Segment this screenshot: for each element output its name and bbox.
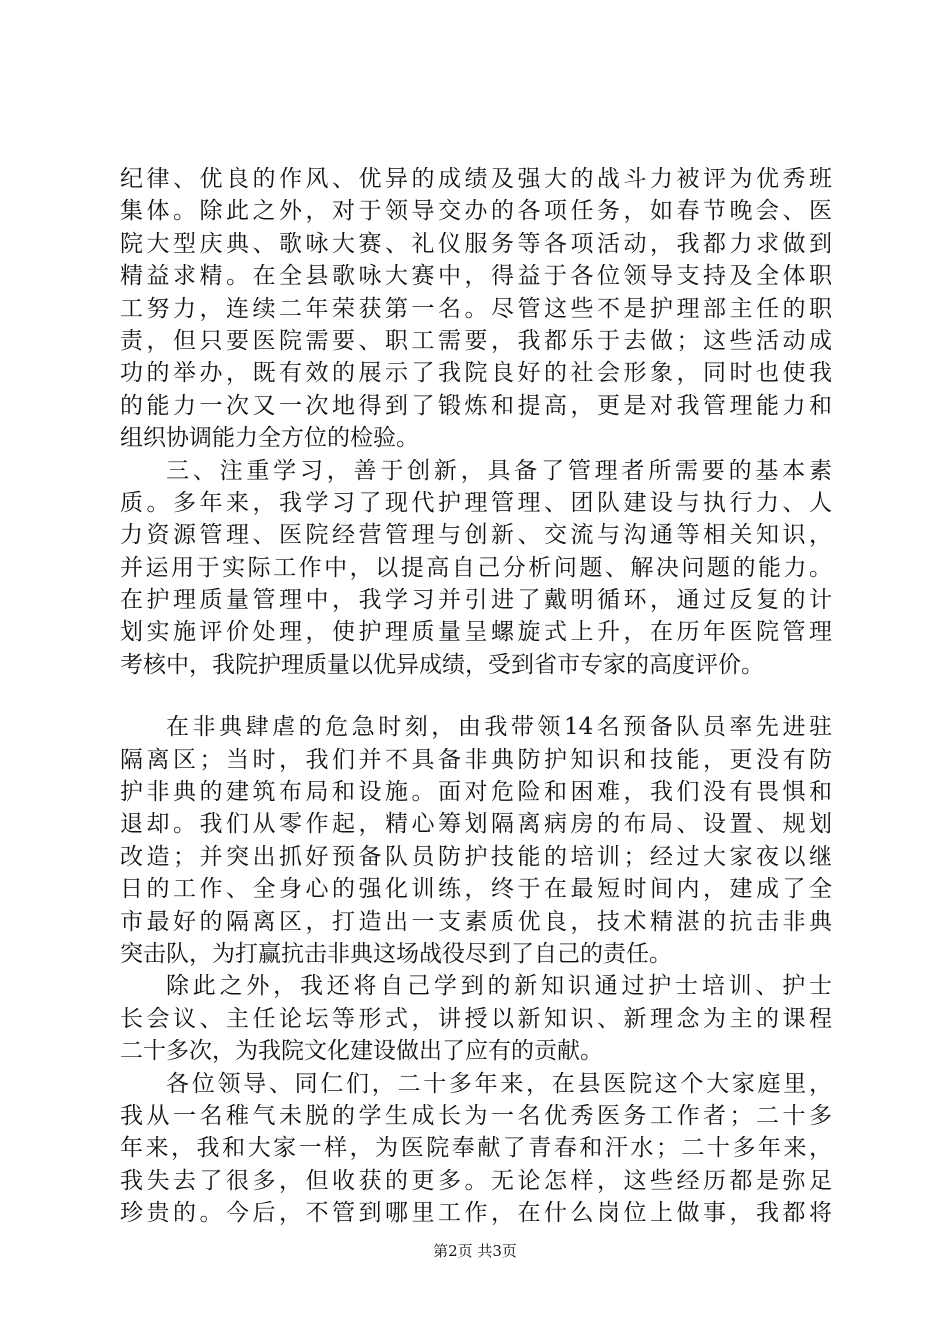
text-line: 划实施评价处理，使护理质量呈螺旋式上升，在历年医院管理 — [120, 619, 832, 646]
text-line: 除此之外，我还将自己学到的新知识通过护士培训、护士 — [166, 973, 832, 1000]
text-line: 隔离区；当时，我们并不具备非典防护知识和技能，更没有防 — [120, 746, 832, 773]
text-line: 护非典的建筑布局和设施。面对危险和困难，我们没有畏惧和 — [120, 779, 832, 806]
paragraph — [120, 163, 832, 455]
text-line: 年来，我和大家一样，为医院奉献了青春和汗水；二十多年来， — [120, 1135, 832, 1162]
text-line: 各位领导、同仁们，二十多年来，在县医院这个大家庭里， — [166, 1070, 832, 1097]
paragraph — [120, 711, 832, 970]
text-line: 并运用于实际工作中，以提高自己分析问题、解决问题的能力。 — [120, 554, 832, 581]
text-line: 质。多年来，我学习了现代护理管理、团队建设与执行力、人 — [120, 489, 832, 516]
text-line: 的能力一次又一次地得到了锻炼和提高，更是对我管理能力和 — [120, 392, 832, 419]
paragraph — [120, 455, 832, 682]
text-line: 日的工作、全身心的强化训练，终于在最短时间内，建成了全 — [120, 876, 832, 903]
paragraph — [120, 970, 832, 1067]
text-line: 改造；并突出抓好预备队员防护技能的培训；经过大家夜以继 — [120, 843, 832, 870]
text-line: 功的举办，既有效的展示了我院良好的社会形象，同时也使我 — [120, 360, 832, 387]
paragraph — [120, 1068, 832, 1230]
text-line: 责，但只要医院需要、职工需要，我都乐于去做；这些活动成 — [120, 327, 832, 354]
text-line: 院大型庆典、歌咏大赛、礼仪服务等各项活动，我都力求做到 — [120, 230, 832, 257]
text-line: 退却。我们从零作起，精心筹划隔离病房的布局、设置、规划 — [120, 811, 832, 838]
text-line: 三、注重学习，善于创新，具备了管理者所需要的基本素 — [166, 457, 832, 484]
text-line: 组织协调能力全方位的检验。 — [120, 425, 419, 452]
text-line: 工努力，连续二年荣获第一名。尽管这些不是护理部主任的职 — [120, 295, 832, 322]
text-line: 考核中，我院护理质量以优异成绩，受到省市专家的高度评价。 — [120, 651, 764, 678]
text-line: 在非典肆虐的危急时刻，由我带领14名预备队员率先进驻 — [166, 714, 832, 741]
document-body — [120, 163, 832, 1230]
text-line: 纪律、优良的作风、优异的成绩及强大的战斗力被评为优秀班 — [120, 166, 832, 192]
text-line: 突击队，为打赢抗击非典这场战役尽到了自己的责任。 — [120, 940, 672, 967]
text-line: 长会议、主任论坛等形式，讲授以新知识、新理念为主的课程 — [120, 1005, 832, 1032]
text-line: 集体。除此之外，对于领导交办的各项任务，如春节晚会、医 — [120, 198, 832, 225]
text-line: 我失去了很多，但收获的更多。无论怎样，这些经历都是弥足 — [120, 1167, 832, 1194]
paragraph-gap — [120, 681, 832, 711]
text-line: 二十多次，为我院文化建设做出了应有的贡献。 — [120, 1038, 603, 1065]
text-line: 精益求精。在全县歌咏大赛中，得益于各位领导支持及全体职 — [120, 263, 832, 290]
text-line: 我从一名稚气未脱的学生成长为一名优秀医务工作者；二十多 — [120, 1102, 832, 1129]
text-line: 市最好的隔离区，打造出一支素质优良，技术精湛的抗击非典 — [120, 908, 832, 935]
text-line: 珍贵的。今后，不管到哪里工作，在什么岗位上做事，我都将 — [120, 1200, 832, 1227]
page-footer: 第2页 共3页 — [433, 1242, 517, 1260]
text-line: 力资源管理、医院经营管理与创新、交流与沟通等相关知识， — [120, 522, 832, 549]
text-line: 在护理质量管理中，我学习并引进了戴明循环，通过反复的计 — [120, 587, 832, 614]
